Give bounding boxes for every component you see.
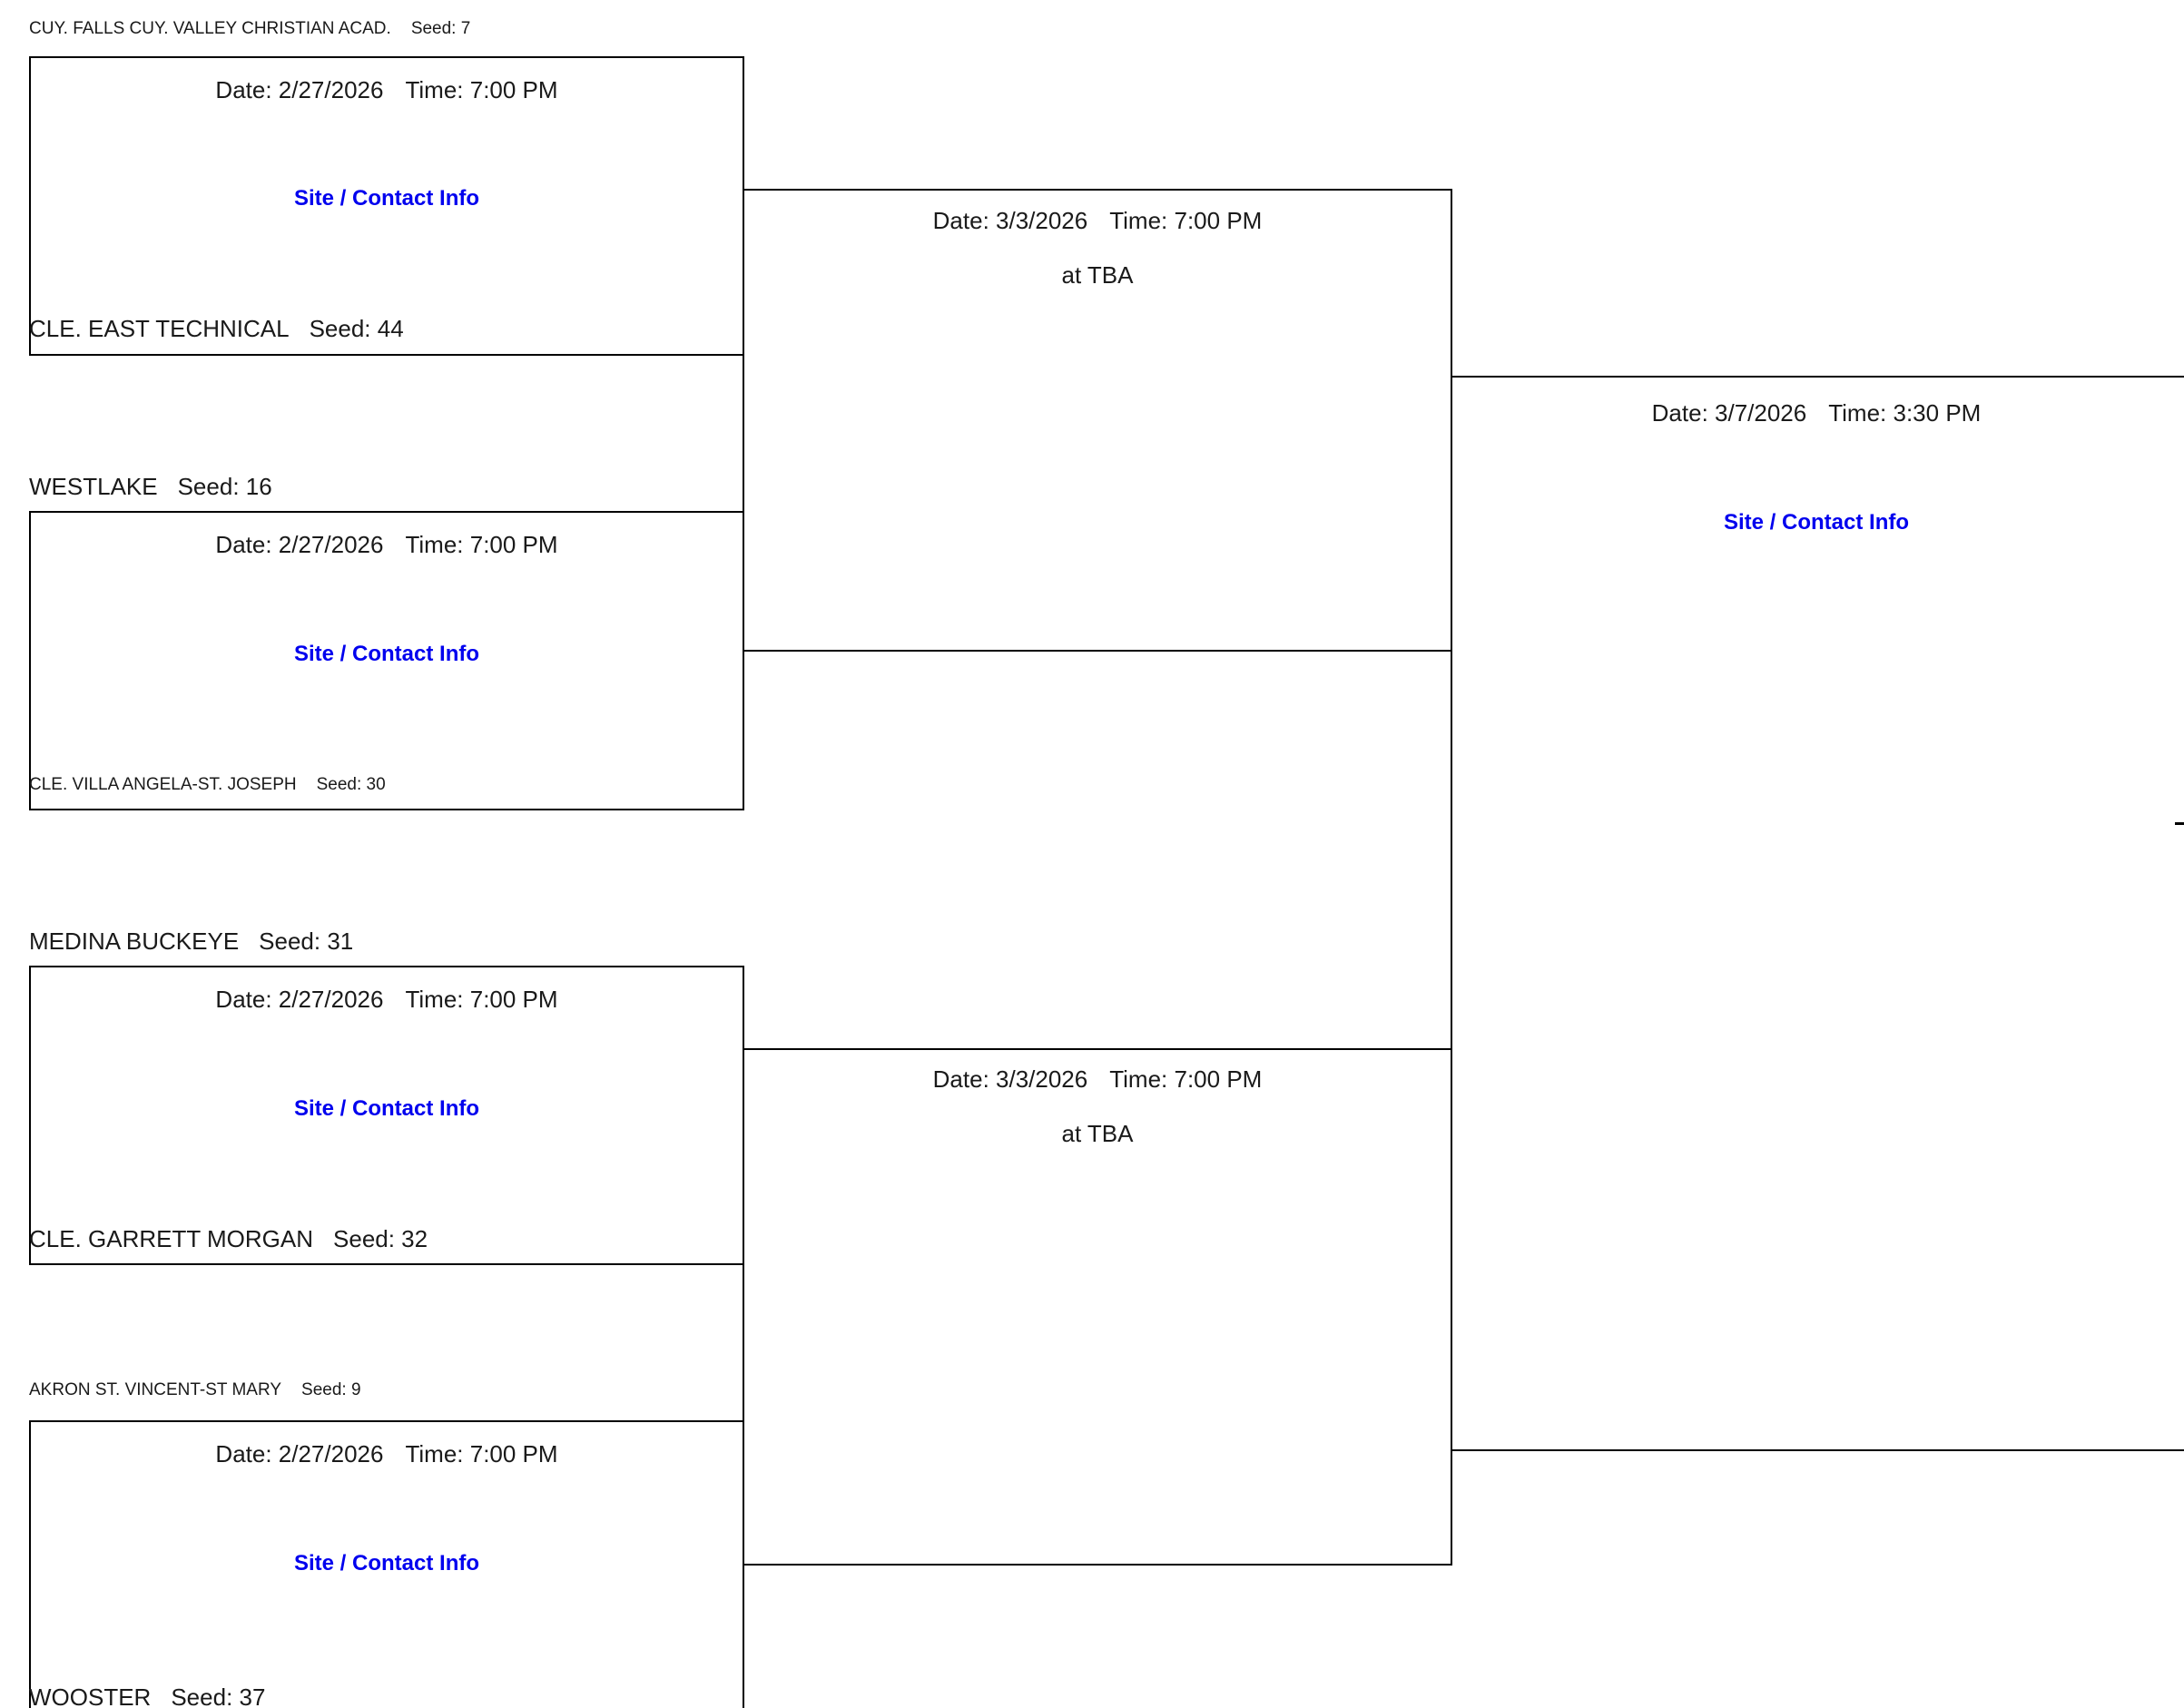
- game-datetime: [29, 986, 744, 1014]
- game-date: Date: 3/7/2026: [1651, 399, 1807, 427]
- team-seed: Seed: 9: [301, 1380, 361, 1399]
- game-datetime: [29, 76, 744, 104]
- game-datetime: [29, 1440, 744, 1468]
- team-label: [29, 19, 470, 39]
- game-date: Date: 2/27/2026: [215, 531, 384, 558]
- team-label: [29, 775, 386, 795]
- site-contact-info-link[interactable]: Site / Contact Info: [294, 1551, 479, 1575]
- team-name: CLE. EAST TECHNICAL: [29, 315, 290, 342]
- team-name: CUY. FALLS CUY. VALLEY CHRISTIAN ACAD.: [29, 19, 391, 38]
- team-label: [29, 1225, 428, 1253]
- team-label: [29, 473, 272, 501]
- game-box: [743, 189, 1452, 652]
- game-datetime: [1451, 399, 2182, 427]
- team-seed: Seed: 37: [171, 1683, 266, 1708]
- team-name: AKRON ST. VINCENT-ST MARY: [29, 1380, 282, 1399]
- team-seed: Seed: 44: [309, 315, 404, 342]
- game-date: Date: 3/3/2026: [932, 207, 1088, 234]
- team-name: MEDINA BUCKEYE: [29, 928, 240, 955]
- game-date: Date: 2/27/2026: [215, 76, 384, 103]
- team-label: [29, 1683, 265, 1708]
- team-name: CLE. VILLA ANGELA-ST. JOSEPH: [29, 775, 297, 794]
- game-date: Date: 3/3/2026: [932, 1065, 1088, 1093]
- team-seed: Seed: 30: [316, 775, 386, 794]
- game-time: Time: 7:00 PM: [405, 1440, 558, 1468]
- game-time: Time: 7:00 PM: [405, 531, 558, 558]
- game-datetime: [743, 1065, 1452, 1094]
- game-site: at TBA: [1061, 261, 1134, 289]
- game-time: Time: 7:00 PM: [405, 76, 558, 103]
- team-seed: Seed: 31: [259, 928, 354, 955]
- game-date: Date: 2/27/2026: [215, 986, 384, 1013]
- game-time: Time: 7:00 PM: [1109, 1065, 1263, 1093]
- team-label: [29, 1380, 361, 1400]
- team-seed: Seed: 32: [333, 1225, 428, 1252]
- team-name: CLE. GARRETT MORGAN: [29, 1225, 314, 1252]
- team-seed: Seed: 7: [410, 19, 471, 38]
- game-date: Date: 2/27/2026: [215, 1440, 384, 1468]
- game-time: Time: 3:30 PM: [1828, 399, 1982, 427]
- site-contact-info-link[interactable]: Site / Contact Info: [294, 642, 479, 666]
- site-contact-info-link[interactable]: Site / Contact Info: [1724, 510, 1909, 535]
- game-datetime: [29, 531, 744, 559]
- game-site: at TBA: [1061, 1120, 1134, 1147]
- game-time: Time: 7:00 PM: [1109, 207, 1263, 234]
- game-box: [1451, 376, 2184, 1451]
- team-name: WESTLAKE: [29, 473, 158, 500]
- site-contact-info-link[interactable]: Site / Contact Info: [294, 1096, 479, 1121]
- team-label: [29, 928, 353, 956]
- team-name: WOOSTER: [29, 1683, 152, 1708]
- site-contact-info-link[interactable]: Site / Contact Info: [294, 186, 479, 211]
- team-label: [29, 315, 404, 343]
- game-time: Time: 7:00 PM: [405, 986, 558, 1013]
- team-seed: Seed: 16: [177, 473, 272, 500]
- game-datetime: [743, 207, 1452, 235]
- bracket-connector: [2175, 822, 2184, 825]
